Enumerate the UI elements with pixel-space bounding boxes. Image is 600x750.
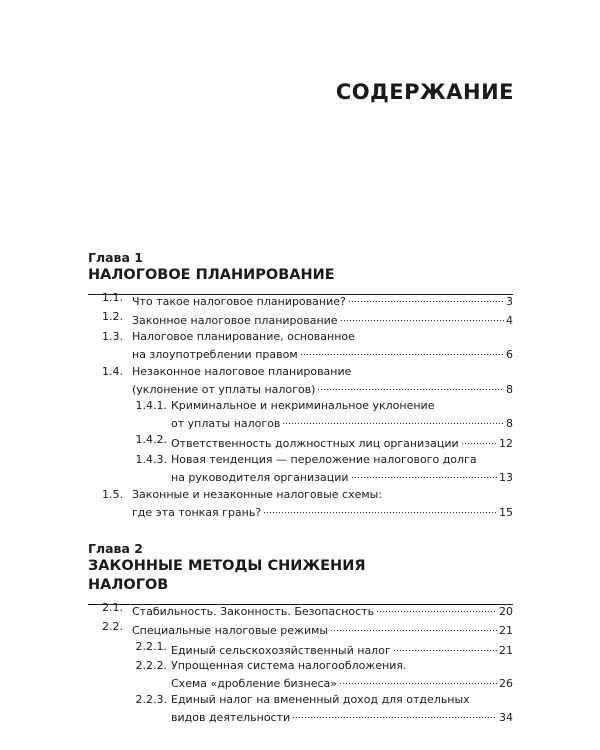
toc-entry[interactable] bbox=[92, 601, 513, 618]
toc-entry-title: Что такое налоговое планирование? bbox=[132, 295, 346, 308]
toc-entry-number: 1.4.3. bbox=[135, 453, 167, 466]
toc-entry[interactable] bbox=[127, 693, 513, 724]
toc-entry[interactable] bbox=[92, 620, 513, 637]
dot-leader bbox=[461, 433, 497, 447]
toc-entry[interactable] bbox=[92, 310, 513, 327]
toc-entry-title: от уплаты налогов bbox=[171, 417, 281, 430]
toc-entry-title: Стабильность. Законность. Безопасность bbox=[132, 605, 375, 618]
dot-leader bbox=[340, 310, 504, 324]
toc-entry-title: (уклонение от уплаты налогов) bbox=[132, 383, 316, 396]
toc-entry-number: 1.4. bbox=[102, 365, 123, 378]
toc-entry-number: 1.4.1. bbox=[135, 399, 167, 412]
dot-leader bbox=[339, 673, 497, 687]
dot-leader bbox=[376, 601, 497, 615]
toc-entry[interactable] bbox=[127, 453, 513, 484]
dot-leader bbox=[300, 344, 504, 358]
toc-entry-title: Упрощенная система налогообложения. bbox=[171, 659, 407, 672]
dot-leader bbox=[348, 291, 504, 305]
toc-entry-title: Единый сельскохозяйственный налог bbox=[171, 644, 391, 657]
chapter-title-line: НАЛОГОВ bbox=[88, 577, 169, 593]
toc-page-number: 34 bbox=[499, 711, 513, 724]
toc-entry-title: Законные и незаконные налоговые схемы: bbox=[132, 488, 383, 501]
toc-entry[interactable] bbox=[92, 330, 513, 361]
toc-page-number: 15 bbox=[499, 506, 513, 519]
toc-entry-number: 1.4.2. bbox=[135, 433, 167, 446]
toc-entry-title: на руководителя организации bbox=[171, 471, 349, 484]
toc-entry-title: видов деятельности bbox=[171, 711, 291, 724]
toc-page-number: 12 bbox=[499, 437, 513, 450]
chapter-title-line: НАЛОГОВОЕ ПЛАНИРОВАНИЕ bbox=[88, 267, 335, 283]
toc-entry-title: Единый налог на вмененный доход для отдельных bbox=[171, 693, 470, 706]
toc-page-number: 20 bbox=[499, 605, 513, 618]
chapter-label: Глава 1 bbox=[88, 250, 143, 265]
toc-page-number: 4 bbox=[506, 314, 513, 327]
toc-entry[interactable] bbox=[127, 640, 513, 657]
toc-entry-number: 2.1. bbox=[102, 601, 123, 614]
toc-entry-title: где эта тонкая грань? bbox=[132, 506, 262, 519]
toc-entry[interactable] bbox=[92, 365, 513, 396]
toc-entry[interactable] bbox=[127, 399, 513, 430]
toc-entry-title: на злоупотреблении правом bbox=[132, 348, 298, 361]
toc-page-number: 21 bbox=[499, 624, 513, 637]
toc-entry-number: 2.2.2. bbox=[135, 659, 167, 672]
toc-entry[interactable] bbox=[127, 659, 513, 690]
toc-entry-title: Схема «дробление бизнеса» bbox=[171, 677, 337, 690]
chapter-1-header bbox=[88, 250, 513, 295]
dot-leader bbox=[263, 502, 497, 516]
toc-page-number: 8 bbox=[506, 383, 513, 396]
toc-entry-number: 2.2.3. bbox=[135, 693, 167, 706]
toc-entry-number: 1.3. bbox=[102, 330, 123, 343]
toc-entry-title: Ответственность должностных лиц организации bbox=[171, 437, 459, 450]
toc-page-number: 8 bbox=[506, 417, 513, 430]
toc-page-number: 3 bbox=[506, 295, 513, 308]
dot-leader bbox=[292, 707, 497, 721]
toc-entry-number: 1.1. bbox=[102, 291, 123, 304]
toc-entry[interactable] bbox=[92, 488, 513, 519]
dot-leader bbox=[317, 379, 504, 393]
dot-leader bbox=[330, 620, 497, 634]
toc-entry-title: Законное налоговое планирование bbox=[132, 314, 338, 327]
toc-entry[interactable] bbox=[127, 433, 513, 450]
toc-entry-number: 1.2. bbox=[102, 310, 123, 323]
dot-leader bbox=[351, 467, 497, 481]
toc-entry-title: Новая тенденция — переложение налогового долга bbox=[171, 453, 477, 466]
toc-entry-title: Криминальное и некриминальное уклонение bbox=[171, 399, 435, 412]
toc-entry-title: Налоговое планирование, основанное bbox=[132, 330, 355, 343]
toc-entry-title: Специальные налоговые режимы bbox=[132, 624, 329, 637]
toc-page-number: 26 bbox=[499, 677, 513, 690]
toc-entry-number: 2.2. bbox=[102, 620, 123, 633]
chapter-label: Глава 2 bbox=[88, 541, 143, 556]
toc-entry-number: 2.2.1. bbox=[135, 640, 167, 653]
toc-page-number: 21 bbox=[499, 644, 513, 657]
chapter-title-line: ЗАКОННЫЕ МЕТОДЫ СНИЖЕНИЯ bbox=[88, 558, 366, 574]
toc-entry-number: 1.5. bbox=[102, 488, 123, 501]
toc-entry-title: Незаконное налоговое планирование bbox=[132, 365, 352, 378]
toc-entry[interactable] bbox=[92, 291, 513, 308]
dot-leader bbox=[393, 640, 497, 654]
dot-leader bbox=[282, 413, 504, 427]
page-title: СОДЕРЖАНИЕ bbox=[335, 80, 514, 104]
toc-page-number: 13 bbox=[499, 471, 513, 484]
chapter-2-header bbox=[88, 541, 513, 605]
toc-page-number: 6 bbox=[506, 348, 513, 361]
